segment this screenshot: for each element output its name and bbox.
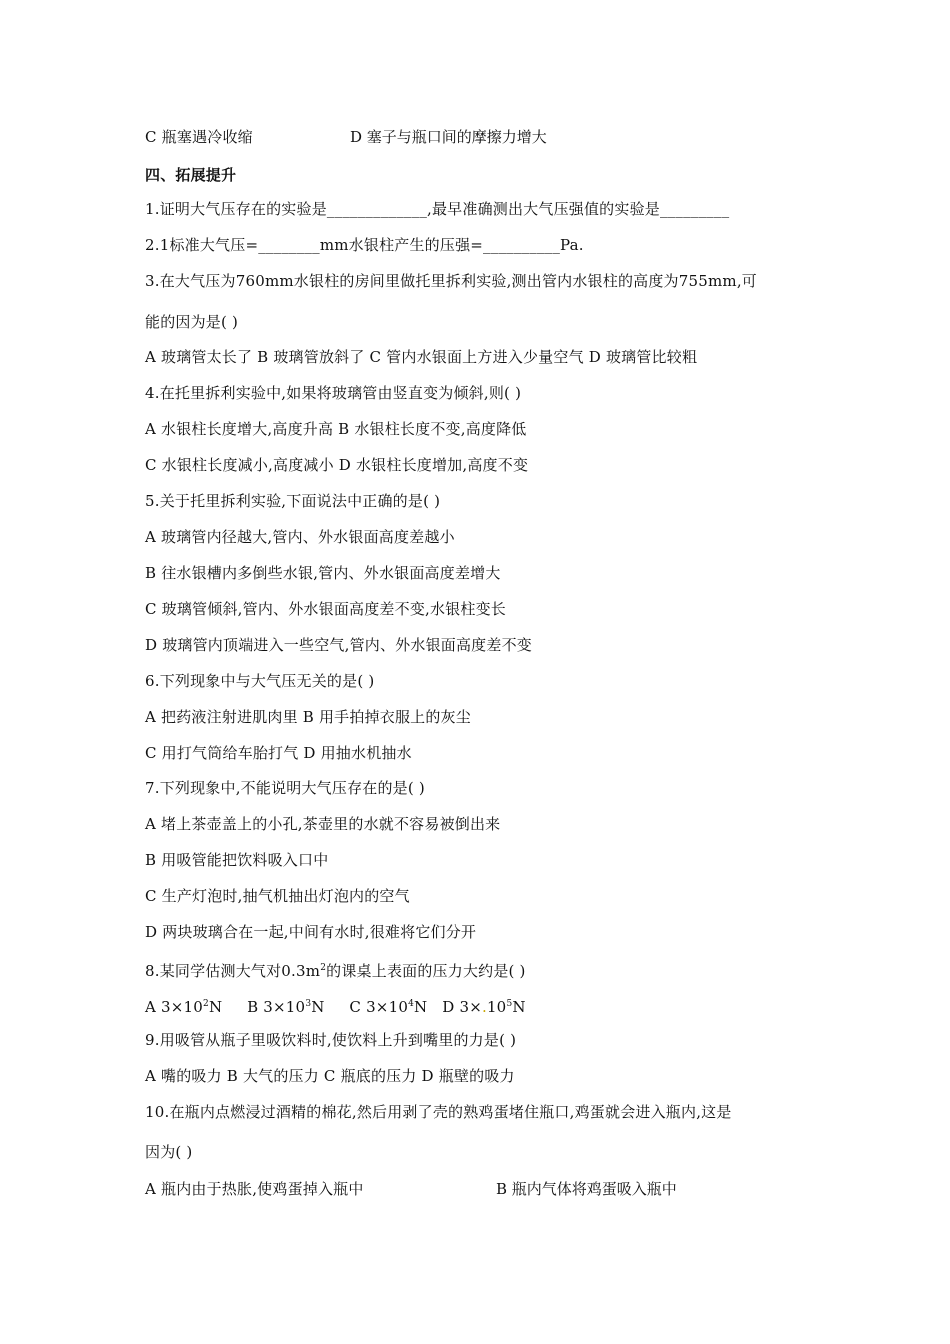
question-line: 9.用吸管从瓶子里吸饮料时,使饮料上升到嘴里的力是( ) [145, 1031, 517, 1049]
option-line: B 用吸管能把饮料吸入口中 [145, 851, 329, 869]
option-line: A 把药液注射进肌肉里 B 用手拍掉衣服上的灰尘 [145, 708, 471, 726]
option-line: C 生产灯泡时,抽气机抽出灯泡内的空气 [145, 887, 410, 905]
option-line: D 塞子与瓶口间的摩擦力增大 [350, 128, 547, 146]
option-line: C 用打气筒给车胎打气 D 用抽水机抽水 [145, 744, 412, 762]
question-line: 因为( ) [145, 1143, 193, 1161]
option-line: A $3\times 10^2N$ B $3\times 10^3N$ C $3\times 10^4N$ D $3\times.10^5N$ [145, 998, 526, 1016]
question-line: 5.关于托里拆利实验,下面说法中正确的是( ) [145, 492, 441, 510]
option-line: C 玻璃管倾斜,管内、外水银面高度差不变,水银柱变长 [145, 600, 506, 618]
option-line: A 瓶内由于热胀,使鸡蛋掉入瓶中 [145, 1180, 364, 1198]
option-line: A 堵上茶壶盖上的小孔,茶壶里的水就不容易被倒出来 [145, 815, 501, 833]
question-line: 6.下列现象中与大气压无关的是( ) [145, 672, 375, 690]
question-line: 8.某同学估测大气对$0.3m^2$的课桌上表面的压力大约是( ) [145, 962, 526, 980]
question-line: 3.在大气压为760mm水银柱的房间里做托里拆利实验,测出管内水银柱的高度为755mm,可 [145, 272, 758, 290]
option-line: D 玻璃管内顶端进入一些空气,管内、外水银面高度差不变 [145, 636, 532, 654]
option-line: A 玻璃管太长了 B 玻璃管放斜了 C 管内水银面上方进入少量空气 D 玻璃管比较粗 [145, 348, 698, 366]
option-line: C 水银柱长度减小,高度减小 D 水银柱长度增加,高度不变 [145, 456, 529, 474]
option-line: A 嘴的吸力 B 大气的压力 C 瓶底的压力 D 瓶壁的吸力 [145, 1067, 515, 1085]
question-line: 2.1标准大气压=________mm水银柱产生的压强=__________Pa. [145, 236, 584, 254]
question-line: 能的因为是( ) [145, 313, 239, 331]
question-line: 4.在托里拆利实验中,如果将玻璃管由竖直变为倾斜,则( ) [145, 384, 522, 402]
question-line: 7.下列现象中,不能说明大气压存在的是( ) [145, 779, 425, 797]
option-line: B 瓶内气体将鸡蛋吸入瓶中 [496, 1180, 677, 1198]
option-line: B 往水银槽内多倒些水银,管内、外水银面高度差增大 [145, 564, 501, 582]
option-line: C 瓶塞遇冷收缩 [145, 128, 253, 146]
option-line: D 两块玻璃合在一起,中间有水时,很难将它们分开 [145, 923, 477, 941]
option-line: A 水银柱长度增大,高度升高 B 水银柱长度不变,高度降低 [145, 420, 527, 438]
question-line: 1.证明大气压存在的实验是_____________,最早准确测出大气压强值的实验是_________ [145, 200, 730, 218]
section-heading: 四、拓展提升 [145, 166, 237, 184]
option-line: A 玻璃管内径越大,管内、外水银面高度差越小 [145, 528, 455, 546]
question-line: 10.在瓶内点燃浸过酒精的棉花,然后用剥了壳的熟鸡蛋堵住瓶口,鸡蛋就会进入瓶内,这是 [145, 1103, 732, 1121]
